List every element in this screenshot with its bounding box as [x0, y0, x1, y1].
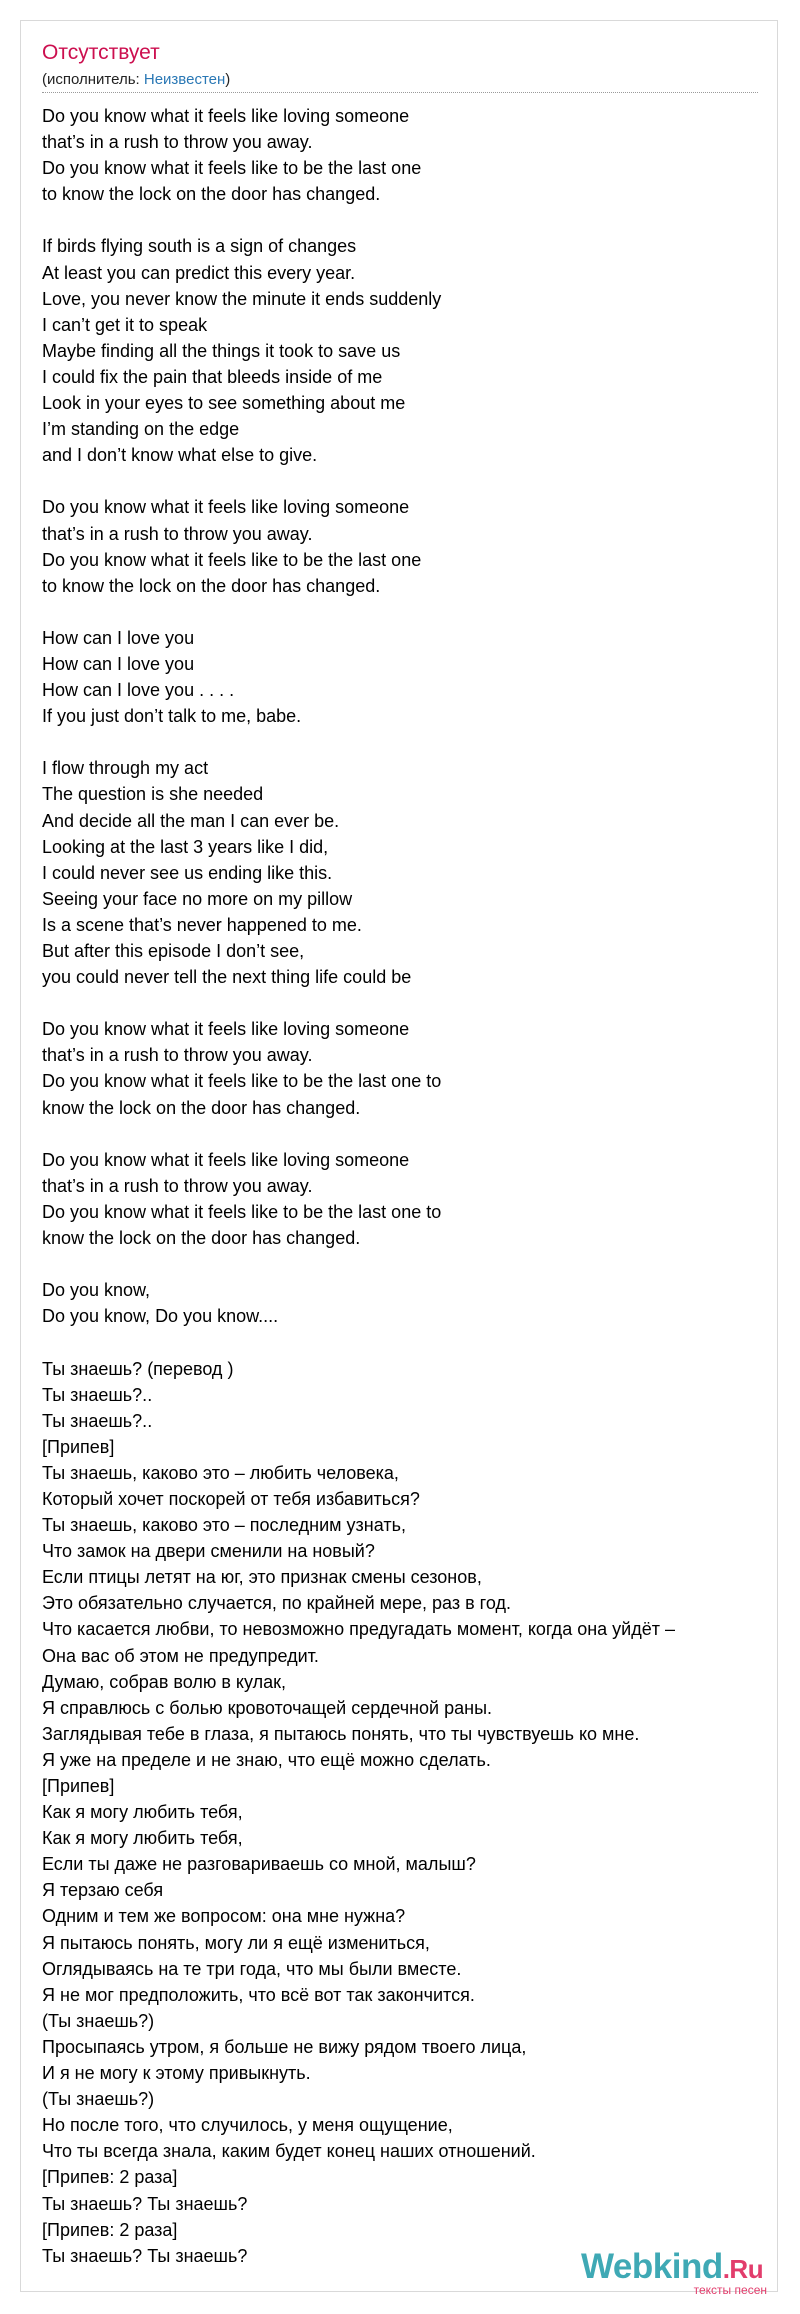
- lyric-line: Is a scene that’s never happened to me.: [42, 914, 362, 935]
- lyric-line: How can I love you: [42, 627, 195, 648]
- lyric-line: Если птицы летят на юг, это признак смены сезонов,: [42, 1567, 482, 1588]
- lyric-line: that’s in a rush to throw you away.: [42, 132, 313, 153]
- lyric-line: Ты знаешь, каково это – последним узнать,: [42, 1515, 406, 1536]
- lyric-line: И я не могу к этому привыкнуть.: [42, 2063, 311, 2084]
- lyric-line: Love, you never know the minute it ends suddenly: [42, 288, 442, 309]
- lyric-line: [42, 599, 772, 625]
- lyric-line: I can’t get it to speak: [42, 314, 208, 335]
- lyric-line: to know the lock on the door has changed.: [42, 575, 381, 596]
- lyric-line: How can I love you . . . .: [42, 680, 235, 701]
- lyric-line: I could never see us ending like this.: [42, 862, 333, 883]
- lyric-line: Что ты всегда знала, каким будет конец наших отношений.: [42, 2141, 536, 2162]
- logo-kind: kind: [652, 2247, 723, 2286]
- lyric-line: I flow through my act: [42, 758, 209, 779]
- lyric-line: Который хочет поскорей от тебя избавиться?: [42, 1488, 420, 1509]
- lyric-line: that’s in a rush to throw you away.: [42, 1175, 313, 1196]
- lyric-line: [42, 729, 772, 755]
- lyric-line: Что замок на двери сменили на новый?: [42, 1541, 375, 1562]
- logo-ru: .Ru: [722, 2254, 764, 2284]
- lyric-line: [42, 207, 772, 233]
- lyric-line: Как я могу любить тебя,: [42, 1828, 243, 1849]
- lyric-line: Do you know what it feels like to be the last one: [42, 549, 422, 570]
- lyric-line: Заглядывая тебе в глаза, я пытаюсь понять, что ты чувствуешь ко мне.: [42, 1723, 640, 1744]
- lyric-line: Do you know, Do you know....: [42, 1306, 279, 1327]
- webkind-logo[interactable]: [581, 2247, 771, 2297]
- lyric-line: [42, 1329, 772, 1355]
- lyric-line: If birds flying south is a sign of changes: [42, 236, 357, 257]
- lyric-line: Do you know what it feels like to be the last one: [42, 158, 422, 179]
- lyric-line: I’m standing on the edge: [42, 419, 240, 440]
- lyric-line: that’s in a rush to throw you away.: [42, 1045, 313, 1066]
- lyric-line: Что касается любви, то невозможно предугадать момент, когда она уйдёт –: [42, 1619, 675, 1640]
- artist-suffix: ): [225, 71, 231, 88]
- lyric-line: [Припев: 2 раза]: [42, 2219, 178, 2240]
- lyric-line: Я терзаю себя: [42, 1880, 164, 1901]
- artist-prefix: (исполнитель:: [42, 71, 144, 88]
- lyric-line: Думаю, собрав волю в кулак,: [42, 1671, 286, 1692]
- lyric-line: Это обязательно случается, по крайней мере, раз в год.: [42, 1593, 511, 1614]
- lyric-line: Она вас об этом не предупредит.: [42, 1645, 319, 1666]
- lyric-line: [Припев]: [42, 1436, 115, 1457]
- lyric-line: (Ты знаешь?): [42, 2010, 155, 2031]
- lyric-line: you could never tell the next thing life could be: [42, 967, 412, 988]
- lyric-line: Но после того, что случилось, у меня ощущение,: [42, 2115, 453, 2136]
- lyric-line: Просыпаясь утром, я больше не вижу рядом твоего лица,: [42, 2036, 527, 2057]
- lyric-line: If you just don’t talk to me, babe.: [42, 706, 302, 727]
- lyric-line: But after this episode I don’t see,: [42, 941, 305, 961]
- lyric-line: [Припев]: [42, 1776, 115, 1796]
- lyric-line: know the lock on the door has changed.: [42, 1228, 361, 1249]
- lyric-line: Seeing your face no more on my pillow: [42, 888, 353, 909]
- lyric-line: The question is she needed: [42, 784, 264, 805]
- logo-web: Web: [581, 2247, 653, 2286]
- lyric-line: Я уже на пределе и не знаю, что ещё можно сделать.: [42, 1749, 491, 1770]
- lyric-line: Looking at the last 3 years like I did,: [42, 836, 329, 857]
- artist-link[interactable]: Неизвестен: [143, 71, 226, 88]
- lyric-line: [42, 1251, 772, 1277]
- lyric-line: that’s in a rush to throw you away.: [42, 523, 313, 544]
- lyric-line: How can I love you: [42, 653, 195, 674]
- lyric-line: And decide all the man I can ever be.: [42, 810, 340, 831]
- lyric-line: Do you know what it feels like to be the last one to: [42, 1201, 442, 1222]
- lyric-line: Я пытаюсь понять, могу ли я ещё измениться,: [42, 1932, 430, 1953]
- lyric-line: Ты знаешь?..: [42, 1384, 153, 1405]
- lyric-line: Как я могу любить тебя,: [42, 1802, 243, 1823]
- lyric-line: [42, 990, 772, 1016]
- title-divider: [42, 92, 758, 93]
- lyric-line: and I don’t know what else to give.: [42, 445, 318, 466]
- lyric-line: Do you know,: [42, 1280, 151, 1301]
- logo-tagline: тексты песен: [693, 2283, 767, 2297]
- lyric-line: Оглядываясь на те три года, что мы были вместе.: [42, 1958, 462, 1979]
- lyric-line: Ты знаешь?..: [42, 1410, 153, 1431]
- lyric-line: I could fix the pain that bleeds inside of me: [42, 366, 383, 387]
- lyric-line: know the lock on the door has changed.: [42, 1097, 361, 1118]
- lyric-line: Do you know what it feels like loving someone: [42, 106, 410, 126]
- lyric-line: Do you know what it feels like loving someone: [42, 1019, 410, 1040]
- lyric-line: Ты знаешь? Ты знаешь?: [42, 2245, 248, 2266]
- lyric-line: Одним и тем же вопросом: она мне нужна?: [42, 1906, 406, 1927]
- lyric-line: Я не мог предположить, что всё вот так закончится.: [42, 1984, 475, 2005]
- lyric-line: Я справлюсь с болью кровоточащей сердечной раны.: [42, 1697, 493, 1718]
- artist-line: [42, 71, 230, 89]
- lyric-line: Ты знаешь, каково это – любить человека,: [42, 1462, 399, 1483]
- lyric-line: At least you can predict this every year.: [42, 262, 356, 283]
- lyric-line: Ты знаешь? Ты знаешь?: [42, 2193, 248, 2214]
- lyric-line: Maybe finding all the things it took to save us: [42, 340, 401, 361]
- lyric-line: (Ты знаешь?): [42, 2089, 155, 2110]
- lyric-line: Если ты даже не разговариваешь со мной, малыш?: [42, 1854, 476, 1875]
- lyric-line: [42, 468, 772, 494]
- lyric-line: to know the lock on the door has changed.: [42, 184, 381, 205]
- lyrics-text: [42, 103, 772, 2269]
- lyric-line: Ты знаешь? (перевод ): [42, 1358, 234, 1379]
- lyric-line: Do you know what it feels like loving someone: [42, 1149, 410, 1170]
- song-title: Отсутствует: [42, 41, 160, 64]
- lyric-line: Do you know what it feels like to be the last one to: [42, 1071, 442, 1092]
- lyric-line: Do you know what it feels like loving someone: [42, 497, 410, 518]
- lyric-line: [42, 1121, 772, 1147]
- lyric-line: Look in your eyes to see something about me: [42, 393, 406, 414]
- lyric-line: [Припев: 2 раза]: [42, 2167, 178, 2188]
